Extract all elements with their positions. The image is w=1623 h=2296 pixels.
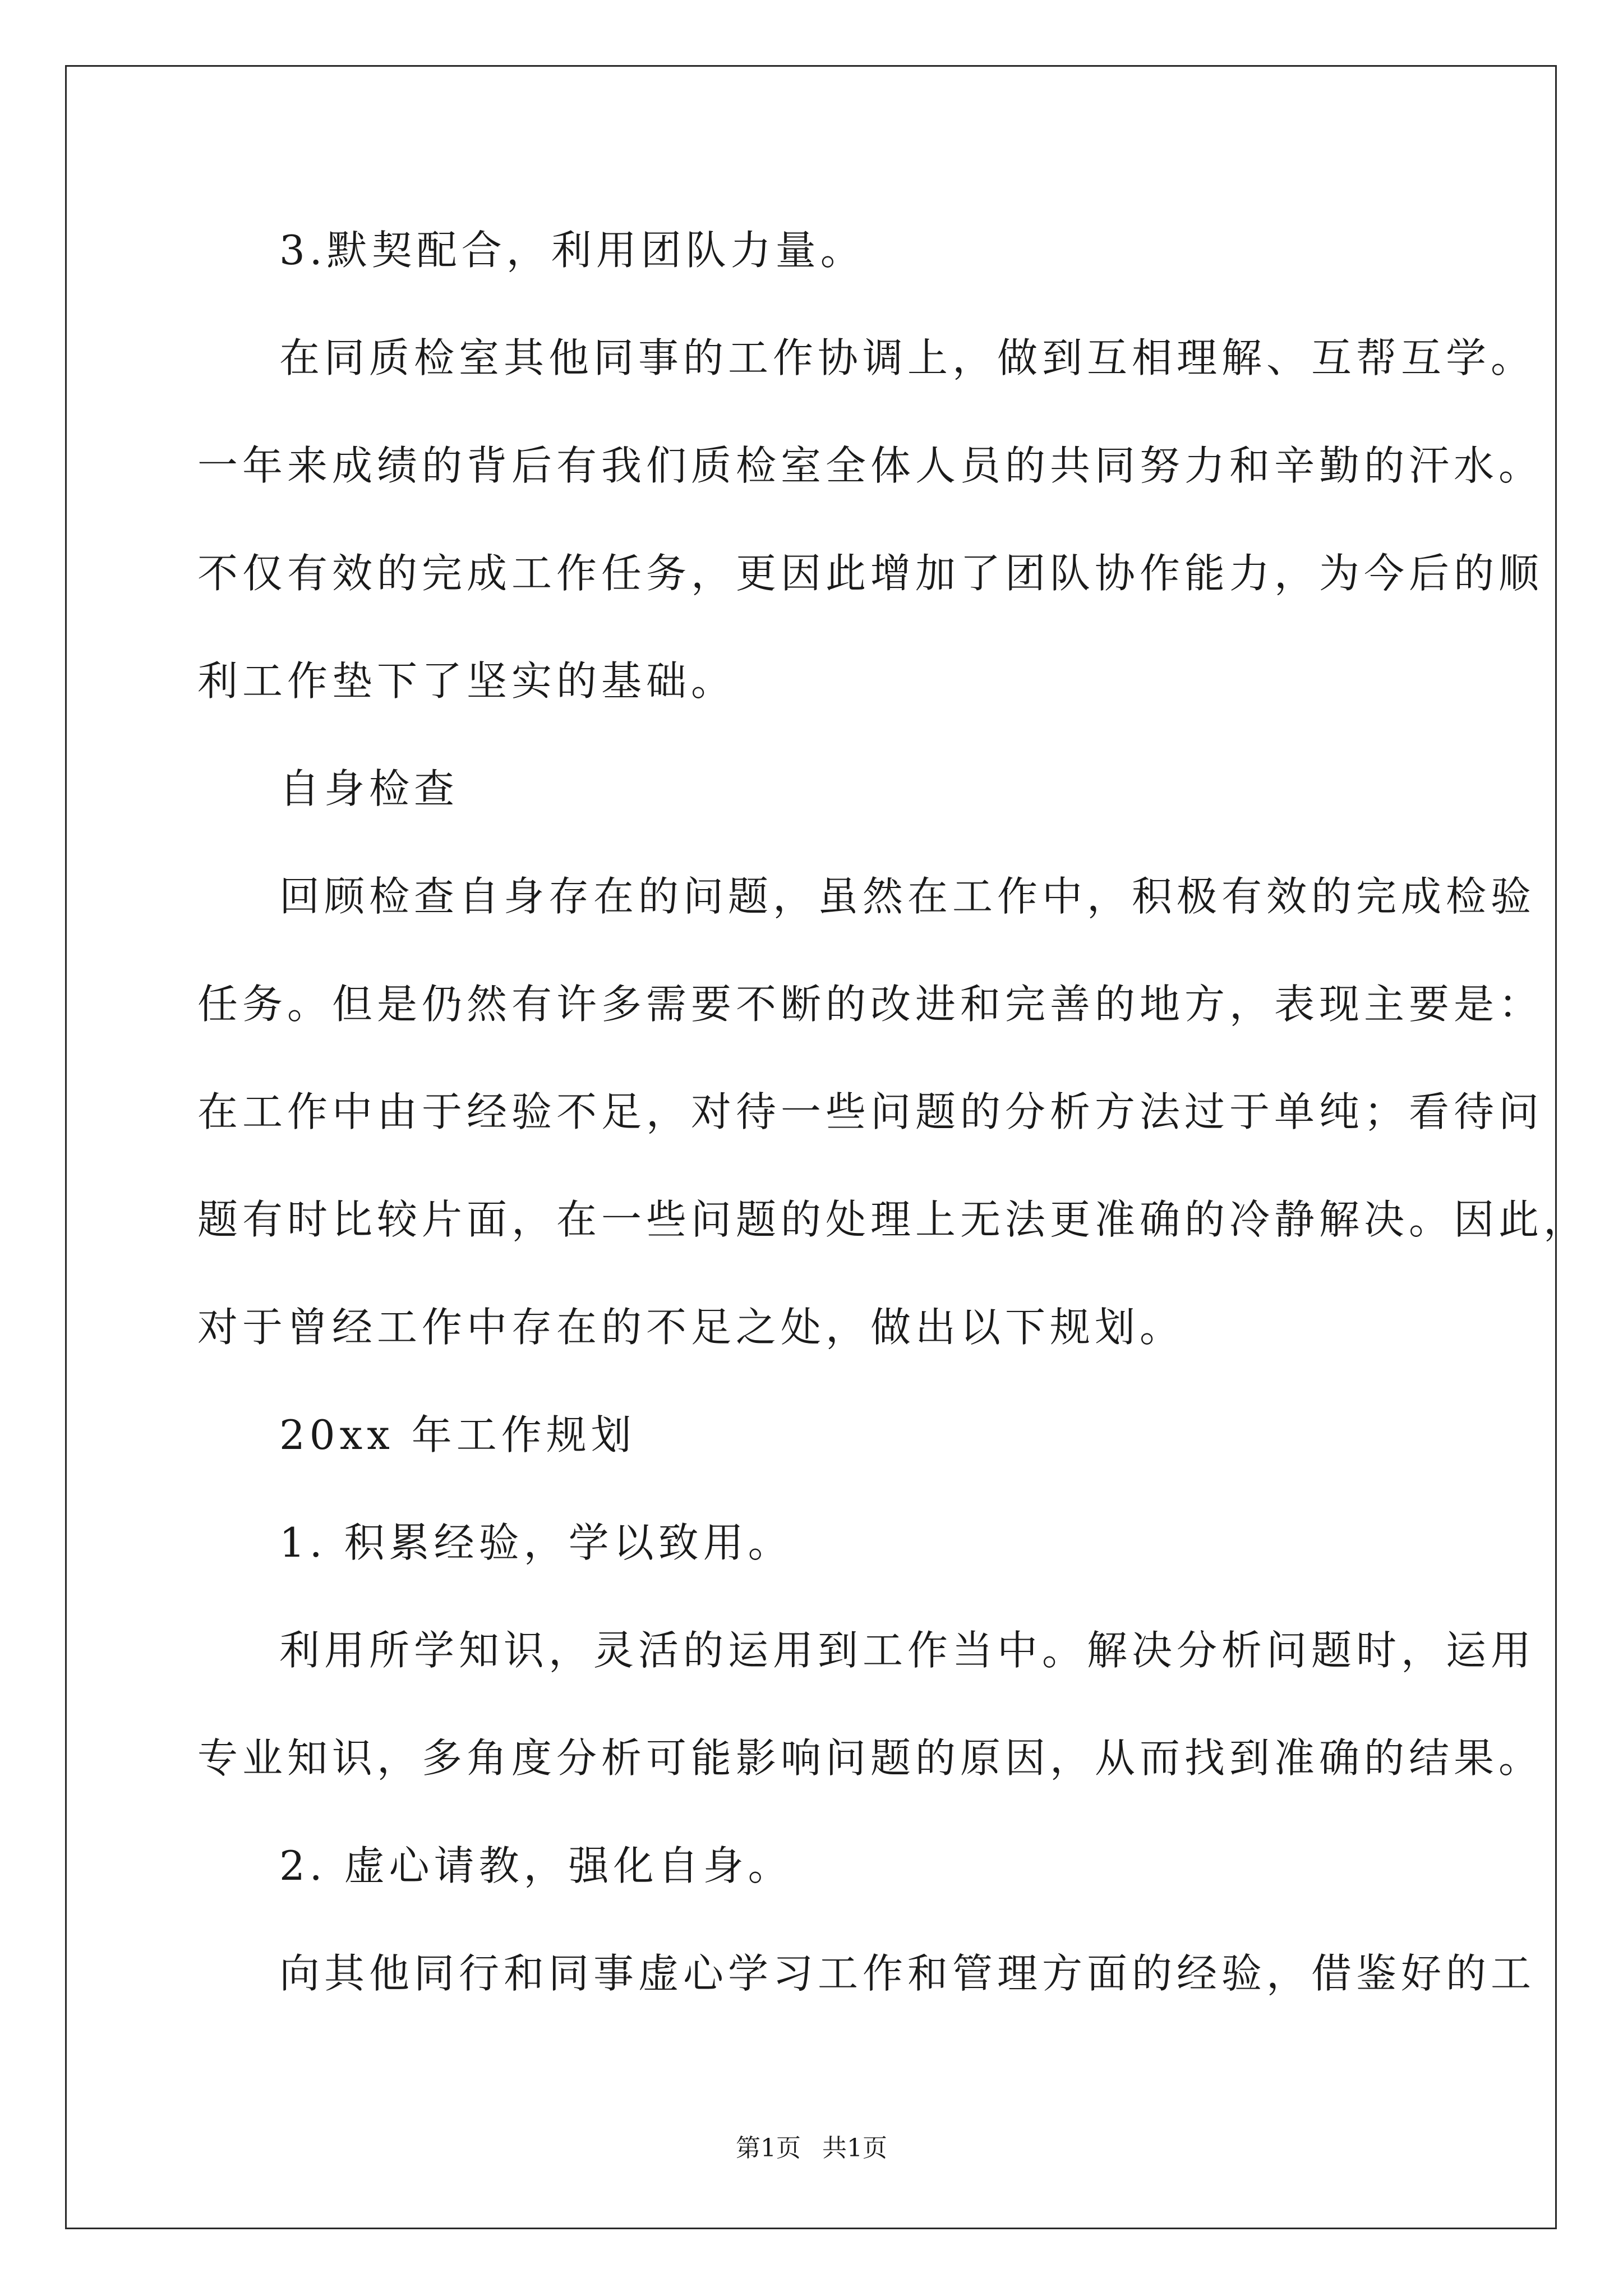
heading-accumulate-experience: 1. 积累经验，学以致用。 <box>279 1519 793 1566</box>
paragraph-line: 回顾检查自身存在的问题，虽然在工作中，积极有效的完成检验 <box>279 873 1536 920</box>
heading-teamwork: 3.默契配合，利用团队力量。 <box>279 227 865 274</box>
heading-learn-humbly: 2. 虚心请教，强化自身。 <box>279 1842 793 1889</box>
paragraph-line: 一年来成绩的背后有我们质检室全体人员的共同努力和辛勤的汗水。 <box>197 442 1544 489</box>
heading-self-check: 自身检查 <box>279 765 459 812</box>
page-count: 共1页 <box>822 2134 887 2162</box>
heading-work-plan: 20xx 年工作规划 <box>279 1411 636 1458</box>
page-footer <box>0 2136 1623 2161</box>
page-number: 第1页 <box>736 2134 801 2162</box>
page-border <box>65 65 1557 2229</box>
paragraph-line: 题有时比较片面，在一些问题的处理上无法更准确的冷静解决。因此， <box>197 1196 1589 1243</box>
paragraph-line: 不仅有效的完成工作任务，更因此增加了团队协作能力，为今后的顺 <box>197 550 1544 597</box>
paragraph-line: 任务。但是仍然有许多需要不断的改进和完善的地方，表现主要是： <box>197 981 1544 1028</box>
paragraph-line: 在同质检室其他同事的工作协调上，做到互相理解、互帮互学。 <box>279 334 1536 381</box>
paragraph-line: 利工作垫下了坚实的基础。 <box>197 657 736 705</box>
paragraph-line: 利用所学知识，灵活的运用到工作当中。解决分析问题时，运用 <box>279 1627 1536 1674</box>
paragraph-line: 在工作中由于经验不足，对待一些问题的分析方法过于单纯；看待问 <box>197 1088 1544 1135</box>
paragraph-line: 对于曾经工作中存在的不足之处，做出以下规划。 <box>197 1304 1185 1351</box>
paragraph-line: 专业知识，多角度分析可能影响问题的原因，从而找到准确的结果。 <box>197 1734 1544 1782</box>
paragraph-line: 向其他同行和同事虚心学习工作和管理方面的经验，借鉴好的工 <box>279 1950 1536 1997</box>
